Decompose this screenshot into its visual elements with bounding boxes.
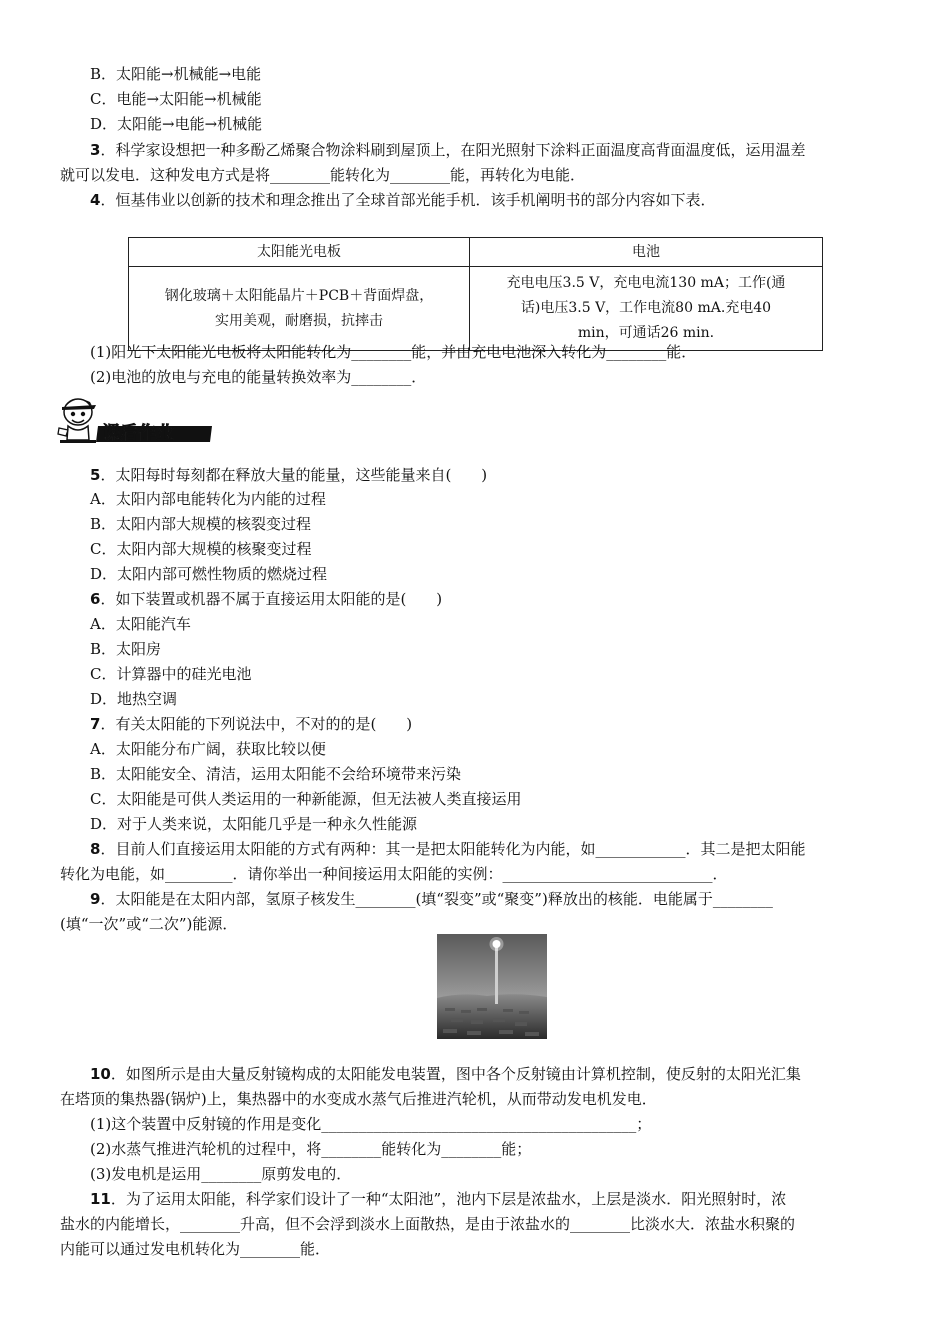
question-number: 10 — [90, 1065, 111, 1083]
question-10-sub3: (3)发电机是运用________原剪发电的． — [90, 1165, 352, 1183]
question-4-sub1: (1)阳光下太阳能光电板将太阳能转化为________能，并由充电电池深入转化为________能． — [90, 343, 697, 361]
question-text-cont: (填“一次”或“二次”)能源． — [60, 915, 238, 933]
cell-line: 实用美观，耐磨损，抗摔击 — [215, 312, 383, 329]
question-6-option-c: C．计算器中的硅光电池 — [90, 665, 252, 683]
cell-line: 充电电压3.5 V，充电电流130 mA；工作(通 — [506, 275, 786, 291]
cell-line: 话)电压3.5 V，工作电流80 mA.充电40 — [520, 300, 772, 316]
question-10-sub1: (1)这个装置中反射镜的作用是变化__________________________________________； — [90, 1115, 652, 1133]
cartoon-boy-icon — [58, 399, 96, 443]
question-8 — [60, 837, 890, 887]
question-10 — [60, 1062, 890, 1112]
question-text-cont: 盐水的内能增长，________升高，但不会浮到淡水上面散热，是由于浓盐水的________比淡水大．浓盐水积聚的 — [60, 1215, 796, 1233]
question-text: ．如图所示是由大量反射镜构成的太阳能发电装置，图中各个反射镜由计算机控制，使反射的太阳光汇集 — [110, 1065, 801, 1083]
question-5-option-b: B．太阳内部大规模的核裂变过程 — [90, 515, 312, 533]
question-3 — [60, 138, 890, 188]
question-9 — [60, 887, 890, 937]
question-7 — [60, 712, 890, 737]
option-b-top: B．太阳能→机械能→电能 — [90, 65, 262, 83]
question-text: ．太阳能是在太阳内部，氢原子核发生________(填“裂变”或“聚变”)释放出的核能．电能属于________ — [100, 890, 773, 908]
option-c-top: C．电能→太阳能→机械能 — [90, 90, 262, 108]
homework-banner — [56, 390, 216, 446]
question-5-option-a: A．太阳内部电能转化为内能的过程 — [90, 490, 326, 508]
question-text: ．为了运用太阳能，科学家们设计了一种“太阳池”，池内下层是浓盐水，上层是淡水．阳光照射时，浓 — [110, 1190, 787, 1208]
question-11 — [60, 1187, 890, 1262]
question-6-option-b: B．太阳房 — [90, 640, 162, 658]
question-text-cont: 在塔顶的集热器(锅炉)上，集热器中的水变成水蒸气后推进汽轮机，从而带动发电机发电． — [60, 1090, 657, 1108]
question-10-sub2: (2)水蒸气推进汽轮机的过程中，将________能转化为________能； — [90, 1140, 532, 1158]
question-number: 3 — [90, 141, 101, 159]
question-text-cont: 内能可以通过发电机转化为________能． — [60, 1240, 331, 1258]
cell-line: min，可通话26 min. — [577, 325, 715, 341]
question-5 — [60, 463, 890, 488]
question-number: 4 — [90, 191, 101, 209]
question-text: ．目前人们直接运用太阳能的方式有两种：其一是把太阳能转化为内能，如____________．其二是把太阳能 — [100, 840, 806, 858]
question-text: ．有关太阳能的下列说法中，不对的的是( ) — [100, 715, 413, 733]
question-number: 8 — [90, 840, 101, 858]
question-6-option-d: D．地热空调 — [90, 690, 178, 708]
question-number: 9 — [90, 890, 101, 908]
question-6 — [60, 587, 890, 612]
table-cell-battery — [470, 267, 823, 351]
question-text: ．太阳每时每刻都在释放大量的能量，这些能量来自( ) — [100, 466, 488, 484]
question-7-option-b: B．太阳能安全、清洁，运用太阳能不会给环境带来污染 — [90, 765, 462, 783]
question-4-sub2: (2)电池的放电与充电的能量转换效率为________． — [90, 368, 427, 386]
option-d-top: D．太阳能→电能→机械能 — [90, 115, 263, 133]
question-text-cont: 转化为电能，如_________．请你举出一种间接运用太阳能的实例：____________________________． — [60, 865, 728, 883]
table-cell-panel — [129, 267, 470, 351]
question-4 — [60, 188, 890, 213]
table-header-panel: 太阳能光电板 — [129, 238, 470, 267]
question-7-option-a: A．太阳能分布广阔，获取比较以便 — [90, 740, 326, 758]
question-text-cont: 就可以发电．这种发电方式是将________能转化为________能，再转化为电能． — [60, 166, 586, 184]
question-text: ．恒基伟业以创新的技术和理念推出了全球首部光能手机．该手机阐明书的部分内容如下表． — [100, 191, 716, 209]
spec-table — [128, 237, 823, 351]
solar-tower-photo — [437, 934, 547, 1039]
question-number: 5 — [90, 466, 101, 484]
question-text: ．如下装置或机器不属于直接运用太阳能的是( ) — [100, 590, 443, 608]
banner-text: 课后作业 — [102, 423, 174, 444]
question-number: 11 — [90, 1190, 111, 1208]
question-number: 7 — [90, 715, 101, 733]
cell-line: 钢化玻璃＋太阳能晶片＋PCB＋背面焊盘， — [164, 287, 434, 304]
question-7-option-d: D．对于人类来说，太阳能几乎是一种永久性能源 — [90, 815, 418, 833]
question-number: 6 — [90, 590, 101, 608]
table-header-battery: 电池 — [470, 238, 823, 267]
question-5-option-c: C．太阳内部大规模的核聚变过程 — [90, 540, 312, 558]
question-5-option-d: D．太阳内部可燃性物质的燃烧过程 — [90, 565, 328, 583]
question-7-option-c: C．太阳能是可供人类运用的一种新能源，但无法被人类直接运用 — [90, 790, 522, 808]
question-text: ．科学家设想把一种多酚乙烯聚合物涂料刷到屋顶上，在阳光照射下涂料正面温度高背面温度低，运用温差 — [100, 141, 806, 159]
question-6-option-a: A．太阳能汽车 — [90, 615, 191, 633]
